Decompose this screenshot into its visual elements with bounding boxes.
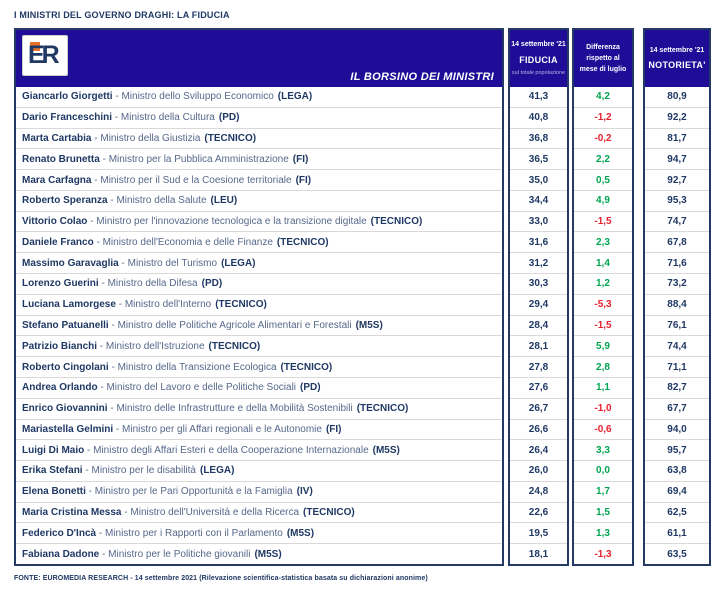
banner-label: IL BORSINO DEI MINISTRI xyxy=(350,71,494,83)
notorieta-value: 80,9 xyxy=(667,91,687,103)
differenza-rows xyxy=(574,87,632,564)
minister-role: - Ministro per il Sud e la Coesione territoriale xyxy=(91,175,291,186)
minister-role: - Ministro per gli Affari regionali e le Autonomie xyxy=(113,424,322,435)
notorieta-value: 73,2 xyxy=(645,273,709,294)
minister-role: - Ministro della Salute xyxy=(108,195,207,206)
minister-name: Elena Bonetti xyxy=(22,486,86,498)
notorieta-value: 74,4 xyxy=(645,335,709,356)
minister-party: (TECNICO) xyxy=(208,340,261,352)
notorieta-value: 71,6 xyxy=(645,252,709,273)
euromedia-logo xyxy=(22,35,68,76)
minister-party: (PD) xyxy=(218,112,240,124)
minister-party: (TECNICO) xyxy=(370,216,423,228)
differenza-value: 1,5 xyxy=(574,502,632,523)
differenza-value: -1,0 xyxy=(574,398,632,419)
minister-name: Andrea Orlando xyxy=(22,382,98,394)
differenza-value: 3,3 xyxy=(574,439,632,460)
notorieta-value: 88,4 xyxy=(645,294,709,315)
fiducia-rows xyxy=(510,87,567,564)
fiducia-column xyxy=(508,28,569,566)
names-rows xyxy=(16,87,502,564)
differenza-value: -1,2 xyxy=(574,107,632,128)
differenza-value: -1,3 xyxy=(574,543,632,564)
minister-role: - Ministro della Transizione Ecologica xyxy=(109,362,277,373)
minister-name: Roberto Speranza xyxy=(22,195,108,207)
notorieta-value: 76,1 xyxy=(645,315,709,336)
minister-row xyxy=(16,398,502,419)
differenza-value: 5,9 xyxy=(574,335,632,356)
minister-name: Mariastella Gelmini xyxy=(22,423,114,435)
fiducia-value: 28,1 xyxy=(510,335,567,356)
minister-name: Stefano Patuanelli xyxy=(22,319,109,331)
minister-role: - Ministro per l'innovazione tecnologica e la transizione digitale xyxy=(87,216,366,227)
notorieta-value: 63,8 xyxy=(645,460,709,481)
minister-name: Luciana Lamorgese xyxy=(22,299,116,311)
fiducia-value: 26,4 xyxy=(510,439,567,460)
minister-role: - Ministro del Lavoro e delle Politiche Sociali xyxy=(98,382,296,393)
notorieta-value: 82,7 xyxy=(645,377,709,398)
minister-row xyxy=(16,190,502,211)
notorieta-value: 95,3 xyxy=(645,190,709,211)
notorieta-value: 95,7 xyxy=(645,439,709,460)
differenza-value: 0,5 xyxy=(574,169,632,190)
minister-party: (PD) xyxy=(300,382,321,394)
notorieta-title: NOTORIETA' xyxy=(648,60,706,71)
minister-party: (TECNICO) xyxy=(215,299,267,311)
differenza-value: -1,5 xyxy=(574,211,632,232)
minister-name: Giancarlo Giorgetti xyxy=(22,91,113,103)
minister-name: Daniele Franco xyxy=(22,236,94,248)
minister-name: Mara Carfagna xyxy=(22,174,92,186)
fiducia-subtitle: sul totale popolazione xyxy=(511,69,566,76)
fiducia-value: 27,8 xyxy=(510,356,567,377)
minister-party: (M5S) xyxy=(372,444,400,456)
minister-role: - Ministro degli Affari Esteri e della Cooperazione Internazionale xyxy=(84,445,368,456)
minister-party: (IV) xyxy=(296,486,313,498)
notorieta-value: 92,2 xyxy=(645,107,709,128)
minister-role: - Ministro della Cultura xyxy=(112,112,215,123)
source-note: FONTE: EUROMEDIA RESEARCH - 14 settembre 2021 (Rilevazione scientifica-statistica basata su dichiarazioni anonime) xyxy=(14,575,428,582)
minister-party: (TECNICO) xyxy=(303,507,355,519)
minister-role: - Ministro delle Politiche Agricole Alimentari e Forestali xyxy=(109,320,352,331)
fiducia-date: 14 settembre '21 xyxy=(511,41,566,49)
minister-row xyxy=(16,356,502,377)
fiducia-value: 27,6 xyxy=(510,377,567,398)
minister-row xyxy=(16,315,502,336)
minister-party: (TECNICO) xyxy=(356,403,409,415)
notorieta-value: 69,4 xyxy=(645,481,709,502)
fiducia-value: 30,3 xyxy=(510,273,567,294)
minister-party: (LEGA) xyxy=(277,91,313,103)
minister-name: Dario Franceschini xyxy=(22,112,113,124)
fiducia-value: 35,0 xyxy=(510,169,567,190)
fiducia-column-header xyxy=(510,30,567,87)
minister-role: - Ministro dell'Economia e delle Finanze xyxy=(94,237,273,248)
minister-row xyxy=(16,419,502,440)
minister-role: - Ministro dell'Università e della Ricerca xyxy=(122,507,300,518)
minister-role: - Ministro dello Sviluppo Economico xyxy=(113,91,274,102)
minister-party: (PD) xyxy=(201,278,223,290)
minister-party: (M5S) xyxy=(254,548,282,560)
differenza-value: 2,3 xyxy=(574,231,632,252)
names-column xyxy=(14,28,504,566)
notorieta-value: 71,1 xyxy=(645,356,709,377)
fiducia-value: 41,3 xyxy=(528,91,549,103)
minister-name: Roberto Cingolani xyxy=(22,361,109,373)
differenza-value: -0,6 xyxy=(574,419,632,440)
minister-row xyxy=(16,502,502,523)
minister-party: (FI) xyxy=(325,423,342,435)
notorieta-value: 92,7 xyxy=(645,169,709,190)
notorieta-value: 67,8 xyxy=(645,231,709,252)
notorieta-value: 74,7 xyxy=(645,211,709,232)
fiducia-value: 29,4 xyxy=(510,294,567,315)
differenza-column xyxy=(572,28,634,566)
minister-row xyxy=(16,231,502,252)
minister-role: - Ministro delle Infrastrutture e della Mobilità Sostenibili xyxy=(108,403,353,414)
minister-name: Vittorio Colao xyxy=(22,216,88,228)
minister-role: - Ministro per le disabilità xyxy=(83,465,196,476)
differenza-value: 1,2 xyxy=(574,273,632,294)
minister-party: (TECNICO) xyxy=(280,361,333,373)
fiducia-value: 26,7 xyxy=(510,398,567,419)
minister-name: Luigi Di Maio xyxy=(22,444,85,456)
differenza-value: 0,0 xyxy=(574,460,632,481)
notorieta-value: 94,7 xyxy=(645,148,709,169)
fiducia-value: 34,4 xyxy=(510,190,567,211)
fiducia-value: 24,8 xyxy=(510,481,567,502)
minister-role: - Ministro del Turismo xyxy=(119,258,217,269)
differenza-column-header xyxy=(574,30,632,87)
notorieta-value: 61,1 xyxy=(645,522,709,543)
minister-row xyxy=(16,543,502,564)
minister-name: Patrizio Bianchi xyxy=(22,340,98,352)
minister-row xyxy=(16,481,502,502)
minister-row xyxy=(16,522,502,543)
notorieta-value: 67,7 xyxy=(645,398,709,419)
minister-name: Massimo Garavaglia xyxy=(22,257,119,269)
fiducia-value: 26,6 xyxy=(510,419,567,440)
minister-party: (LEGA) xyxy=(221,257,256,269)
fiducia-value: 36,5 xyxy=(510,148,567,169)
differenza-value: 1,3 xyxy=(574,522,632,543)
minister-name: Erika Stefani xyxy=(22,465,83,477)
minister-role: - Ministro della Giustizia xyxy=(91,133,200,144)
differenza-value: 1,1 xyxy=(574,377,632,398)
notorieta-column-header xyxy=(645,30,709,87)
minister-row xyxy=(16,169,502,190)
minister-row xyxy=(16,460,502,481)
differenza-value: -1,5 xyxy=(574,315,632,336)
fiducia-value: 26,0 xyxy=(510,460,567,481)
minister-row xyxy=(16,294,502,315)
differenza-value: 1,4 xyxy=(574,252,632,273)
notorieta-column xyxy=(643,28,711,566)
minister-party: (M5S) xyxy=(355,319,383,331)
minister-row xyxy=(16,128,502,149)
names-column-header xyxy=(16,30,502,87)
minister-party: (FI) xyxy=(292,153,309,165)
minister-name: Renato Brunetta xyxy=(22,153,100,165)
minister-role: - Ministro per i Rapporti con il Parlamento xyxy=(96,528,283,539)
minister-row xyxy=(16,87,502,107)
notorieta-value: 63,5 xyxy=(645,543,709,564)
minister-row xyxy=(16,211,502,232)
minister-row xyxy=(16,107,502,128)
fiducia-value: 31,6 xyxy=(510,231,567,252)
fiducia-value: 33,0 xyxy=(510,211,567,232)
minister-role: - Ministro dell'Istruzione xyxy=(97,341,205,352)
minister-role: - Ministro dell'Interno xyxy=(116,299,211,310)
fiducia-value: 36,8 xyxy=(510,128,567,149)
minister-row xyxy=(16,252,502,273)
notorieta-value: 94,0 xyxy=(645,419,709,440)
minister-party: (LEGA) xyxy=(199,465,235,477)
minister-row xyxy=(16,439,502,460)
minister-row xyxy=(16,273,502,294)
minister-party: (M5S) xyxy=(286,527,315,539)
minister-row xyxy=(16,377,502,398)
fiducia-title: FIDUCIA xyxy=(519,54,558,65)
minister-name: Marta Cartabia xyxy=(22,132,92,144)
minister-party: (TECNICO) xyxy=(204,132,257,144)
fiducia-value: 19,5 xyxy=(510,522,567,543)
minister-row xyxy=(16,335,502,356)
minister-name: Maria Cristina Messa xyxy=(22,507,122,519)
differenza-value: 2,2 xyxy=(574,148,632,169)
minister-role: - Ministro per le Pari Opportunità e la Famiglia xyxy=(86,486,293,497)
minister-name: Federico D'Incà xyxy=(22,527,97,539)
minister-name: Lorenzo Guerini xyxy=(22,278,99,290)
differenza-value: 4,2 xyxy=(596,91,610,103)
minister-party: (FI) xyxy=(295,174,312,186)
fiducia-value: 22,6 xyxy=(510,502,567,523)
minister-role: - Ministro della Difesa xyxy=(99,278,198,289)
minister-row xyxy=(16,148,502,169)
differenza-value: 4,9 xyxy=(574,190,632,211)
differenza-value: 2,8 xyxy=(574,356,632,377)
notorieta-value: 81,7 xyxy=(645,128,709,149)
minister-party: (TECNICO) xyxy=(276,236,329,248)
differenza-value: -5,3 xyxy=(574,294,632,315)
notorieta-value: 62,5 xyxy=(645,502,709,523)
fiducia-value: 28,4 xyxy=(510,315,567,336)
differenza-value: -0,2 xyxy=(574,128,632,149)
notorieta-rows xyxy=(645,87,709,564)
logo-text: ER xyxy=(28,41,57,69)
minister-role: - Ministro per le Politiche giovanili xyxy=(99,549,250,560)
differenza-title: Differenza rispetto al mese di luglio xyxy=(579,43,627,74)
ministers-table xyxy=(14,28,711,566)
fiducia-value: 18,1 xyxy=(510,543,567,564)
page-title: I MINISTRI DEL GOVERNO DRAGHI: LA FIDUCIA xyxy=(14,10,230,20)
fiducia-value: 40,8 xyxy=(510,107,567,128)
minister-role: - Ministro per la Pubblica Amministrazione xyxy=(100,154,289,165)
minister-name: Fabiana Dadone xyxy=(22,548,100,560)
minister-party: (LEU) xyxy=(210,195,238,207)
minister-name: Enrico Giovannini xyxy=(22,403,108,415)
differenza-value: 1,7 xyxy=(574,481,632,502)
notorieta-date: 14 settembre '21 xyxy=(649,46,705,54)
fiducia-value: 31,2 xyxy=(510,252,567,273)
